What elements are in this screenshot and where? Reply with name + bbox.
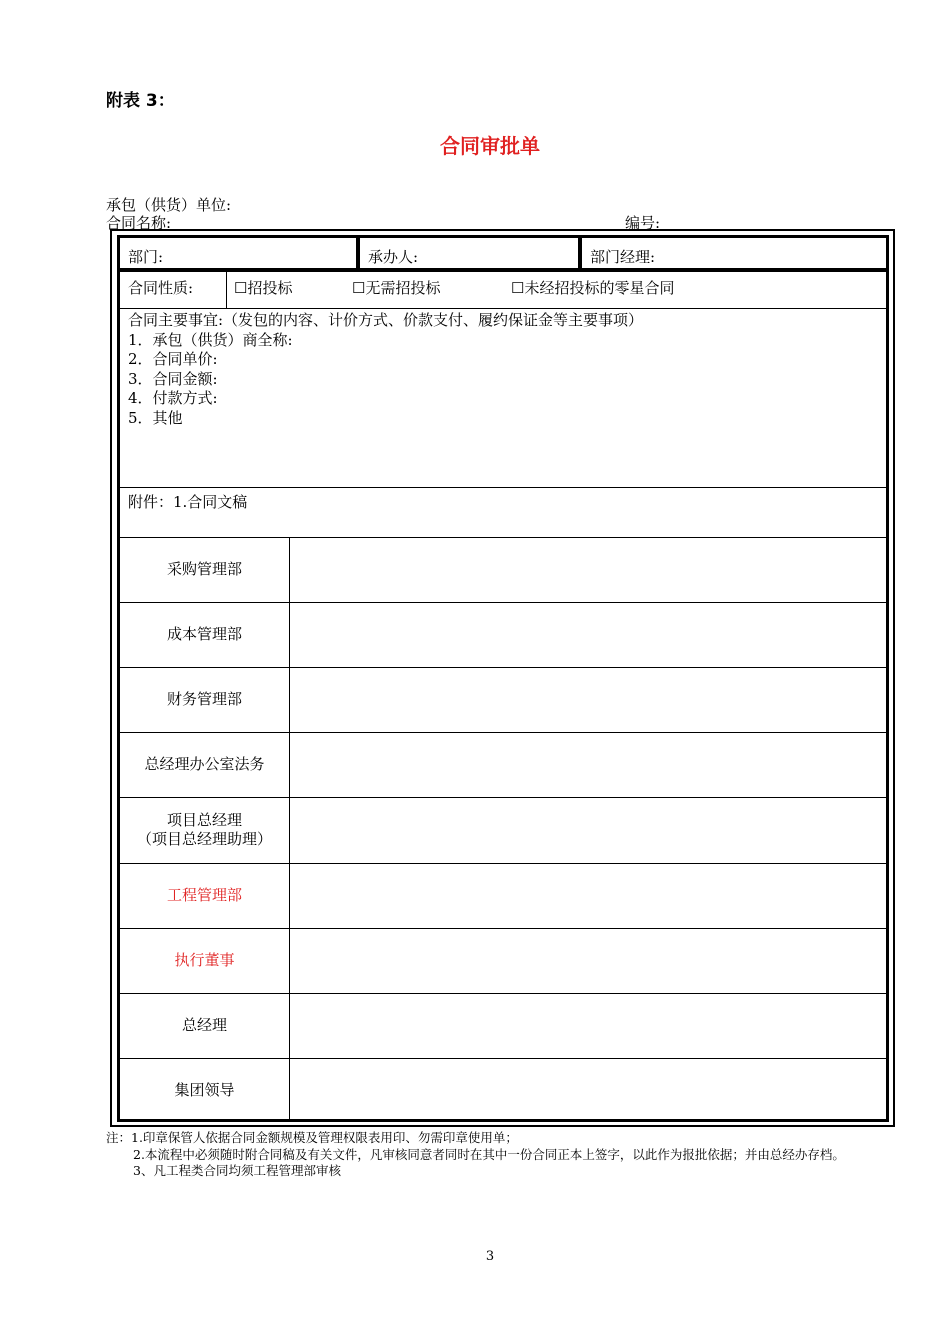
nature-option-minor-contract-checkbox[interactable]: ☐未经招投标的零星合同 [511,279,675,297]
approval-signature-field[interactable] [290,537,886,602]
nature-option-tender-checkbox[interactable]: ☐招投标 [234,279,293,297]
approval-dept-name: 成本管理部 [166,625,242,644]
approval-dept-label [120,928,289,993]
approval-dept-name: 集团领导 [174,1080,235,1099]
contractor-label: 承包（供货）单位: [106,196,232,214]
main-matters-block[interactable] [128,311,643,428]
handler-field[interactable]: 承办人: [368,248,419,266]
approval-dept-label [120,1058,289,1123]
approval-dept-name: 执行董事 [174,950,235,969]
matter-item: 2．合同单价: [128,350,218,368]
approval-signature-field[interactable] [290,1058,886,1123]
appendix-label: 附表 3： [106,91,175,111]
nature-option-no-tender-checkbox[interactable]: ☐无需招投标 [352,279,441,297]
approval-signature-field[interactable] [290,928,886,993]
approval-signature-field[interactable] [290,667,886,732]
dept-manager-field[interactable]: 部门经理: [590,248,656,266]
approval-dept-subname: （项目总经理助理） [136,829,272,848]
matter-item: 3．合同金额: [128,369,218,388]
approval-dept-label [120,863,289,928]
footnotes [106,1130,886,1180]
page-number: 3 [485,1249,495,1264]
footnote: 2.本流程中必须随时附合同稿及有关文件，凡审核同意者同时在其中一份合同正本上签字，以此作为报批依据；并由总经办存档。 [133,1146,845,1162]
matter-item: 5．其他 [128,408,183,427]
approval-dept-name: 总经理 [181,1015,227,1034]
approval-dept-name: 总经理办公室法务 [144,755,265,774]
approval-dept-label [120,732,289,797]
approval-dept-label [120,993,289,1058]
approval-dept-name: 采购管理部 [166,560,242,579]
contract-nature-label: 合同性质: [128,279,194,297]
main-matters-heading: 合同主要事宜:（发包的内容、计价方式、价款支付、履约保证金等主要事项） [128,311,644,329]
department-field[interactable]: 部门: [128,248,164,266]
approval-dept-label [120,602,289,667]
approval-dept-name: 财务管理部 [166,690,242,709]
approval-dept-label [120,537,289,602]
footnote: 注：1.印章保管人依据合同金额规模及管理权限表用印、勿需印章使用单； [106,1130,518,1145]
approval-signature-field[interactable] [290,602,886,667]
contract-name-label: 合同名称: [106,214,172,232]
matter-item: 4．付款方式: [128,389,218,407]
approval-signature-field[interactable] [290,797,886,862]
contract-number-label: 编号: [625,214,661,232]
approval-dept-name: 项目总经理 [166,810,242,829]
approval-dept-label [120,667,289,732]
approval-signature-field[interactable] [290,993,886,1058]
attachment-label: 附件：1.合同文稿 [128,493,248,511]
footnote: 3、凡工程类合同均须工程管理部审核 [133,1163,341,1178]
approval-signature-field[interactable] [290,863,886,928]
matter-item: 1．承包（供货）商全称: [128,330,293,349]
approval-dept-label [120,797,289,862]
approval-signature-field[interactable] [290,732,886,797]
form-table [117,235,889,1122]
page-title: 合同审批单 [440,134,540,158]
approval-dept-name: 工程管理部 [166,885,242,904]
